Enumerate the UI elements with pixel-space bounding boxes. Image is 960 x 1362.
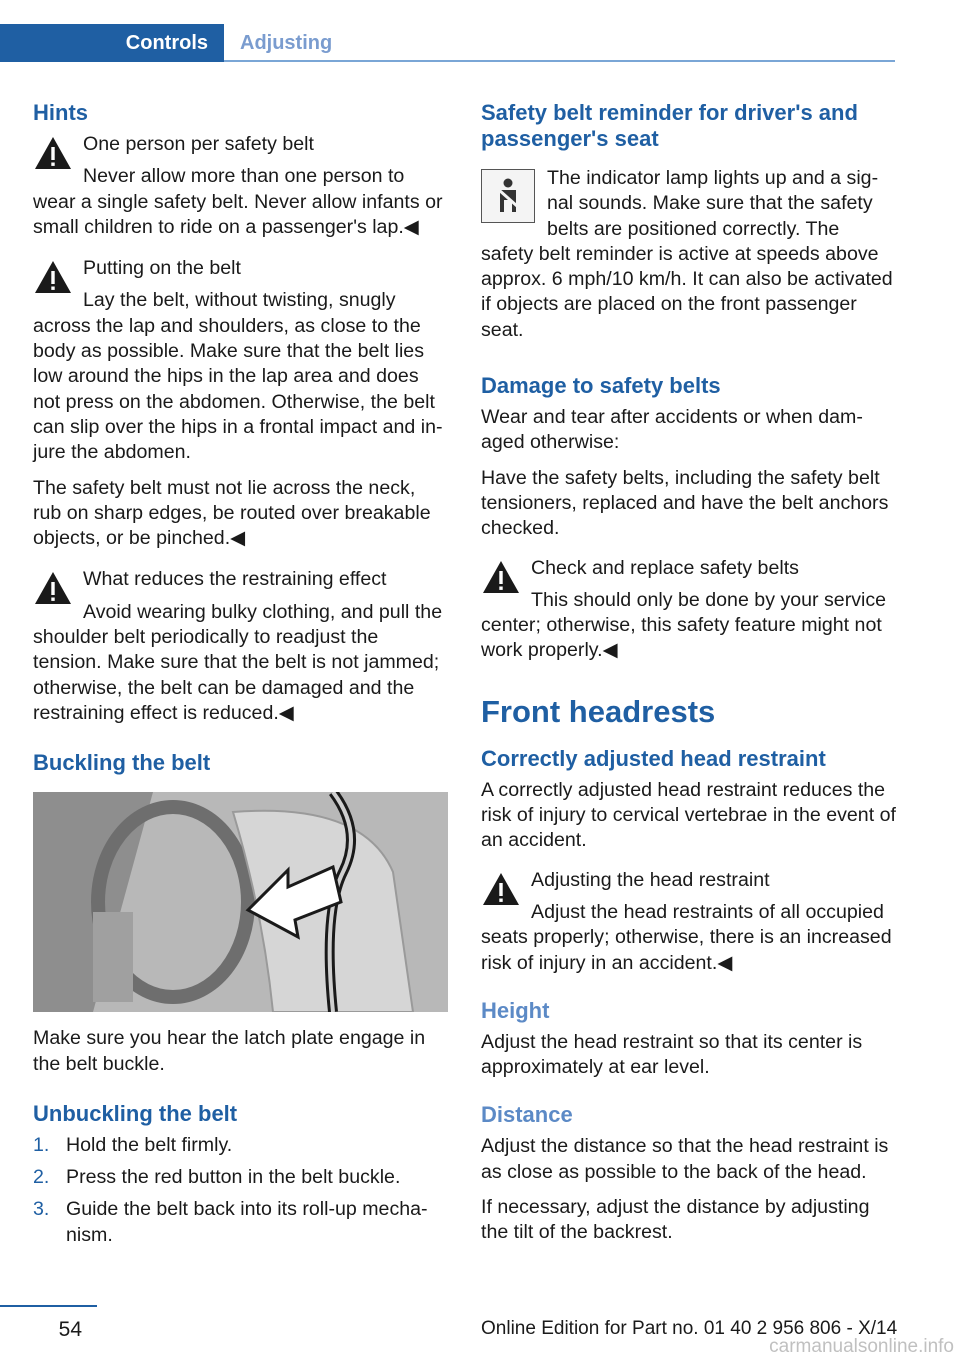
unbuckling-steps — [33, 1133, 448, 1248]
unbuckling-heading: Unbuckling the belt — [33, 1100, 238, 1126]
headrests-heading: Front headrests — [481, 693, 716, 729]
footer-divider — [0, 1305, 97, 1307]
warning-one-person — [33, 132, 448, 240]
warning-body: Avoid wearing bulky clothing, and pull the shoulder belt periodically to readjust the tension. Make sure that the belt is not jammed; otherwise, the belt can be damaged and the restraining effect is reduced.◀ — [33, 600, 443, 724]
reminder-block — [481, 166, 896, 343]
reminder-text: The indicator lamp lights up and a sig‐nal sounds. Make sure that the safety belts are positioned correctly. The safety belt reminder is active at speeds above approx. 6 mph/10 km/h. It can also be activated if objects are placed on the front passenger seat. — [481, 167, 893, 341]
height-heading: Height — [481, 997, 550, 1023]
tab-controls[interactable]: Controls — [0, 24, 224, 62]
warning-body: Never allow more than one person to wear a single safety belt. Never allow infants or small children to ride on a passenger's lap.◀ — [33, 165, 443, 238]
right-column — [481, 100, 896, 1256]
damage-text: Have the safety belts, including the safety belt tensioners, replaced and have the belt anchors checked. — [481, 466, 889, 540]
edition-text: Online Edition for Part no. 01 40 2 956 806 - X/14 — [481, 1318, 898, 1339]
top-navigation — [0, 24, 895, 62]
tab-adjusting[interactable]: Adjusting — [240, 31, 333, 54]
height-text: Adjust the head restraint so that its center is approximately at ear level. — [481, 1030, 863, 1079]
damage-heading: Damage to safety belts — [481, 373, 721, 399]
distance-heading: Distance — [481, 1102, 573, 1128]
warning-body: This should only be done by your service center; otherwise, this safety feature might not work properly.◀ — [481, 588, 887, 662]
warning-adjusting-head — [481, 868, 896, 976]
warning-triangle-icon — [481, 870, 521, 910]
list-item — [33, 1165, 448, 1190]
distance-text: Adjust the distance so that the head restraint is as close as possible to the back of the head. — [481, 1135, 889, 1183]
seatbelt-indicator-icon — [481, 169, 535, 223]
warning-putting-on — [33, 256, 448, 465]
warning-title: Putting on the belt — [83, 257, 241, 280]
correct-adjust-heading: Correctly adjusted head restraint — [481, 745, 826, 771]
hints-heading: Hints — [33, 100, 88, 125]
reminder-heading: Safety belt reminder for driver's and passenger's seat — [481, 100, 858, 151]
page-number: 54 — [58, 1318, 82, 1341]
warning-triangle-icon — [33, 258, 73, 298]
warning-title: Adjusting the head restraint — [531, 868, 770, 891]
warning-restraining — [33, 567, 448, 726]
step-text: Hold the belt firmly. — [66, 1133, 233, 1156]
warning-body: Adjust the head restraints of all occupied seats properly; otherwise, there is an increased risk of injury in an accident.◀ — [481, 900, 892, 974]
warning-body-continued: The safety belt must not lie across the neck, rub on sharp edges, be routed over breakable objects, or be pinched.◀ — [33, 476, 431, 550]
warning-check-replace — [481, 556, 896, 664]
warning-triangle-icon — [33, 134, 73, 174]
distance-text: If necessary, adjust the distance by adjusting the tilt of the backrest. — [481, 1196, 870, 1244]
buckling-heading: Buckling the belt — [33, 750, 211, 776]
left-column — [33, 100, 448, 1255]
step-number: 1. — [33, 1133, 50, 1156]
list-item — [33, 1197, 448, 1248]
warning-triangle-icon — [33, 569, 73, 609]
step-number: 2. — [33, 1166, 50, 1189]
step-number: 3. — [33, 1198, 50, 1221]
damage-text: Wear and tear after accidents or when dam‐aged otherwise: — [481, 406, 863, 454]
list-item — [33, 1133, 448, 1158]
seat-illustration-graphic — [33, 792, 448, 1012]
seatbelt-buckling-illustration — [33, 792, 448, 1012]
step-text: Guide the belt back into its roll-up mecha‐nism. — [66, 1198, 428, 1246]
warning-body: Lay the belt, without twisting, snugly across the lap and shoulders, as close to the body as possible. Make sure that the belt lies low around the hips in the lap area and does not press on the abdomen. Otherwise, the belt can slip over the hips in a frontal impact and in‐jure the abdomen. — [33, 289, 443, 464]
buckling-text: Make sure you hear the latch plate engage in the belt buckle. — [33, 1027, 426, 1075]
header-divider — [224, 60, 895, 62]
warning-title: One person per safety belt — [83, 133, 314, 155]
warning-title: Check and replace safety belts — [531, 556, 799, 579]
watermark-text: carmanualsonline.info — [769, 1336, 954, 1357]
warning-title: What reduces the restraining effect — [83, 568, 387, 591]
step-text: Press the red button in the belt buckle. — [66, 1166, 401, 1189]
warning-triangle-icon — [481, 558, 521, 598]
correct-adjust-text: A correctly adjusted head restraint reduces the risk of injury to cervical vertebrae in the event of an accident. — [481, 778, 896, 852]
